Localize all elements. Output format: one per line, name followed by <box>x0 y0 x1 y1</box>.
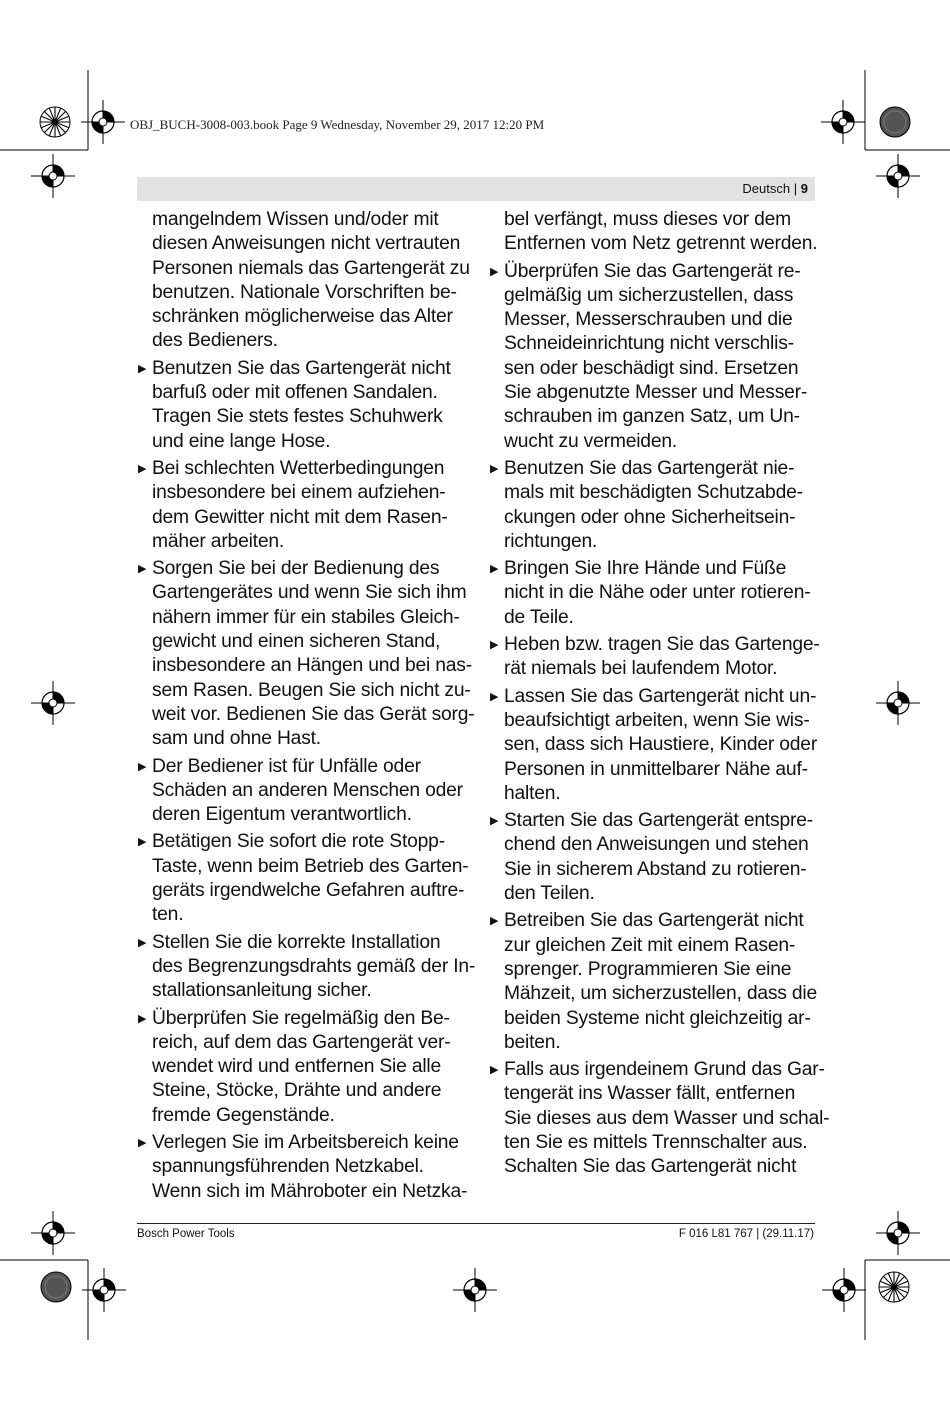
text-line: deren Eigentum verantwortlich. <box>152 804 412 826</box>
text-line: insbesondere an Hängen und bei nas- <box>152 655 472 677</box>
bullet-item <box>490 260 820 454</box>
text-line: sen oder beschädigt sind. Ersetzen <box>504 357 799 379</box>
bullet-item <box>138 1007 468 1128</box>
text-line: tengerät ins Wasser fällt, entfernen <box>504 1083 796 1105</box>
text-line: halten. <box>504 782 561 804</box>
text-line: benutzen. Nationale Vorschriften be- <box>152 281 457 303</box>
text-line: chend den Anweisungen und stehen <box>504 834 809 856</box>
text-line: dem Gewitter nicht mit dem Rasen- <box>152 506 448 528</box>
footer-rule <box>137 1223 815 1224</box>
text-line: nähern immer für ein stabiles Gleich- <box>152 606 460 628</box>
text-line: ▶ Der Bediener ist für Unfälle oder <box>152 755 421 777</box>
text-line: ▶ Bei schlechten Wetterbedingungen <box>152 457 445 479</box>
text-line: Wenn sich im Mähroboter ein Netzka- <box>152 1180 468 1202</box>
text-line: Gartengerätes und wenn Sie sich ihm <box>152 582 467 604</box>
bullet-item <box>138 755 468 828</box>
text-line: Tragen Sie stets festes Schuhwerk <box>152 406 443 428</box>
bullet-item <box>490 685 820 806</box>
header-language: Deutsch <box>742 181 791 196</box>
text-line: ▶ Betreiben Sie das Gartengerät nicht <box>504 910 804 932</box>
text-line: schränken möglicherweise das Alter <box>152 306 453 328</box>
text-line: weit vor. Bedienen Sie das Gerät sorg- <box>152 703 475 725</box>
text-line: beaufsichtigt arbeiten, wenn Sie wis- <box>504 709 810 731</box>
left-column <box>138 208 476 1207</box>
text-line: ▶ Starten Sie das Gartengerät entspre- <box>504 810 813 832</box>
text-line: zur gleichen Zeit mit einem Rasen- <box>504 934 796 956</box>
text-line: stallationsanleitung sicher. <box>152 980 372 1002</box>
text-line: schrauben im ganzen Satz, um Un- <box>504 406 800 428</box>
paragraph <box>490 208 820 257</box>
text-line: nicht in die Nähe oder unter rotieren- <box>504 582 811 604</box>
bullet-item <box>490 809 820 906</box>
bullet-item <box>490 557 820 630</box>
page-header <box>742 181 808 196</box>
text-line: Taste, wenn beim Betrieb des Garten- <box>152 855 469 877</box>
text-line: reich, auf dem das Gartengerät ver- <box>152 1031 451 1053</box>
text-line: mangelndem Wissen und/oder mit <box>152 209 439 230</box>
file-slug: OBJ_BUCH-3008-003.book Page 9 Wednesday, November 29, 2017 12:20 PM <box>130 117 545 132</box>
bullet-item <box>490 457 820 554</box>
text-line: ten. <box>152 904 184 926</box>
text-line: Sie in sicherem Abstand zu rotieren- <box>504 858 807 880</box>
footer-doc-id: F 016 L81 767 | (29.11.17) <box>678 1228 814 1240</box>
text-line: de Teile. <box>504 606 574 628</box>
text-line: ▶ Verlegen Sie im Arbeitsbereich keine <box>152 1131 459 1153</box>
text-line: ▶ Falls aus irgendeinem Grund das Gar- <box>504 1059 825 1081</box>
bullet-item <box>490 909 820 1055</box>
bullet-item <box>138 457 468 554</box>
text-line: ▶ Benutzen Sie das Gartengerät nie- <box>504 457 795 479</box>
text-line: sprenger. Programmieren Sie eine <box>504 958 792 980</box>
text-line: mäher arbeiten. <box>152 530 285 552</box>
text-line: Messer, Messerschrauben und die <box>504 309 793 331</box>
text-line: Schalten Sie das Gartengerät nicht <box>504 1156 797 1178</box>
header-separator: | <box>793 181 798 196</box>
text-line: diesen Anweisungen nicht vertrauten <box>152 233 461 255</box>
text-line: ▶ Bringen Sie Ihre Hände und Füße <box>504 558 787 580</box>
text-line: Entfernen vom Netz getrennt werden. <box>504 233 818 255</box>
header-bar <box>137 177 815 201</box>
text-line: richtungen. <box>504 530 598 552</box>
text-line: Personen in unmittelbarer Nähe auf- <box>504 758 808 780</box>
text-line: Sie dieses aus dem Wasser und schal- <box>504 1107 830 1129</box>
text-line: insbesondere bei einem aufziehen- <box>152 482 446 504</box>
text-line: bel verfängt, muss dieses vor dem <box>504 209 792 230</box>
text-line: geräts irgendwelche Gefahren auftre- <box>152 880 465 902</box>
text-line: ▶ Stellen Sie die korrekte Installation <box>152 931 441 953</box>
text-line: gewicht und einen sicheren Stand, <box>152 631 441 653</box>
text-line: fremde Gegenstände. <box>152 1104 335 1126</box>
text-line: des Begrenzungsdrahts gemäß der In- <box>152 955 476 977</box>
bullet-item <box>138 931 476 1004</box>
text-line: und eine lange Hose. <box>152 430 331 452</box>
page-number: 9 <box>800 181 808 196</box>
text-line: des Bedieners. <box>152 330 278 352</box>
paragraph <box>138 208 468 354</box>
text-line: ▶ Lassen Sie das Gartengerät nicht un- <box>504 685 817 707</box>
bullet-item <box>138 830 468 927</box>
text-line: ▶ Benutzen Sie das Gartengerät nicht <box>152 357 451 379</box>
text-line: spannungsführenden Netzkabel. <box>152 1156 424 1178</box>
text-line: sem Rasen. Beugen Sie sich nicht zu- <box>152 679 471 701</box>
text-line: barfuß oder mit offenen Sandalen. <box>152 382 438 404</box>
text-line: ▶ Überprüfen Sie regelmäßig den Be- <box>152 1007 450 1029</box>
text-line: wucht zu vermeiden. <box>504 430 678 452</box>
text-line: sen, dass sich Haustiere, Kinder oder <box>504 734 818 756</box>
text-line: gelmäßig um sicherzustellen, dass <box>504 284 794 306</box>
text-line: beiden Systeme nicht gleichzeitig ar- <box>504 1007 811 1029</box>
right-column <box>490 208 830 1183</box>
text-line: Schäden an anderen Menschen oder <box>152 779 463 801</box>
bullet-item <box>138 1131 468 1204</box>
text-line: ▶ Sorgen Sie bei der Bedienung des <box>152 558 440 580</box>
text-line: ▶ Überprüfen Sie das Gartengerät re- <box>504 260 801 282</box>
text-line: mals mit beschädigten Schutzabde- <box>504 482 803 504</box>
text-line: ckungen oder ohne Sicherheitsein- <box>504 506 796 528</box>
bullet-item <box>490 1058 830 1179</box>
text-line: Schneideinrichtung nicht verschlis- <box>504 333 794 355</box>
text-line: Steine, Stöcke, Drähte und andere <box>152 1080 442 1102</box>
bullet-item <box>490 633 820 682</box>
bullet-item <box>138 557 475 751</box>
text-line: ten Sie es mittels Trennschalter aus. <box>504 1131 808 1153</box>
text-line: wendet wird und entfernen Sie alle <box>152 1056 442 1078</box>
text-line: ▶ Betätigen Sie sofort die rote Stopp- <box>152 831 445 853</box>
text-line: beiten. <box>504 1031 561 1053</box>
text-line: sam und ohne Hast. <box>152 728 321 750</box>
text-line: den Teilen. <box>504 883 595 905</box>
text-line: Personen niemals das Gartengerät zu <box>152 257 470 279</box>
text-line: Mähzeit, um sicherzustellen, dass die <box>504 983 818 1005</box>
text-line: ▶ Heben bzw. tragen Sie das Gartenge- <box>504 634 820 656</box>
bullet-item <box>138 357 468 454</box>
text-line: Sie abgenutzte Messer und Messer- <box>504 382 808 404</box>
footer-brand: Bosch Power Tools <box>137 1228 235 1240</box>
text-line: rät niemals bei laufendem Motor. <box>504 658 778 680</box>
